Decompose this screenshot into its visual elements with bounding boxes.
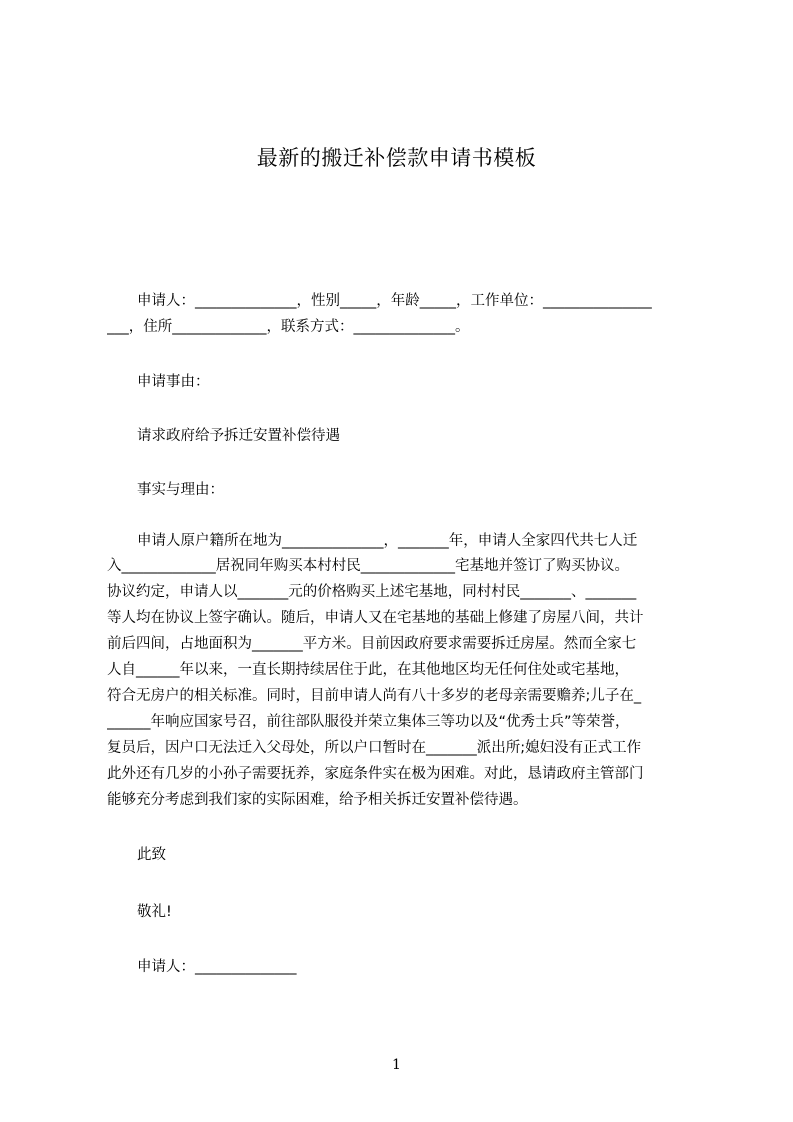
facts-line: 复员后，因户口无法迁入父母处，所以户口暂时在_______派出所;媳妇没有正式工作 [107, 740, 642, 756]
facts-line: 申请人原户籍所在地为______________，_______年，申请人全家四代共七人迁 [137, 533, 638, 549]
page-number: 1 [392, 1057, 401, 1073]
facts-line: 符合无房户的相关标准。同时，目前申请人尚有八十多岁的老母亲需要赡养;儿子在_ [107, 688, 642, 704]
document-title: 最新的搬迁补偿款申请书模板 [256, 146, 537, 170]
applicant-info-line-1: 申请人：______________，性别_____，年龄_____，工作单位：_______________ [137, 293, 652, 309]
facts-line: 此外还有几岁的小孙子需要抚养，家庭条件实在极为困难。对此，恳请政府主管部门 [107, 766, 644, 782]
facts-line: 能够充分考虑到我们家的实际困难，给予相关拆迁安置补偿待遇。 [107, 792, 528, 808]
facts-line: 入_____________居祝同年购买本村村民_____________宅基地并签订了购买协议。 [107, 558, 629, 574]
closing-salutation: 此致 [137, 847, 166, 863]
facts-line: 协议约定，申请人以_______元的价格购买上述宅基地，同村村民_______、_______ [107, 584, 637, 600]
facts-line: ______年响应国家号召，前往部队服役并荣立集体三等功以及“优秀士兵”等荣誉， [107, 714, 630, 730]
facts-line: 人自______年以来，一直长期持续居住于此，在其他地区均无任何住处或宅基地， [107, 662, 629, 678]
reason-heading: 申请事由： [137, 374, 210, 390]
facts-line: 前后四间，占地面积为_______平方米。目前因政府要求需要拆迁房屋。然而全家七 [107, 636, 637, 652]
reason-text: 请求政府给予拆迁安置补偿待遇 [137, 428, 340, 444]
signature-line: 申请人：______________ [137, 959, 297, 975]
applicant-info-line-2: ___，住所_____________，联系方式：______________。 [107, 319, 470, 335]
facts-heading: 事实与理由： [137, 482, 224, 498]
facts-line: 等人均在协议上签字确认。随后，申请人又在宅基地的基础上修建了房屋八间，共计 [107, 610, 644, 626]
closing-regards: 敬礼! [137, 904, 172, 920]
